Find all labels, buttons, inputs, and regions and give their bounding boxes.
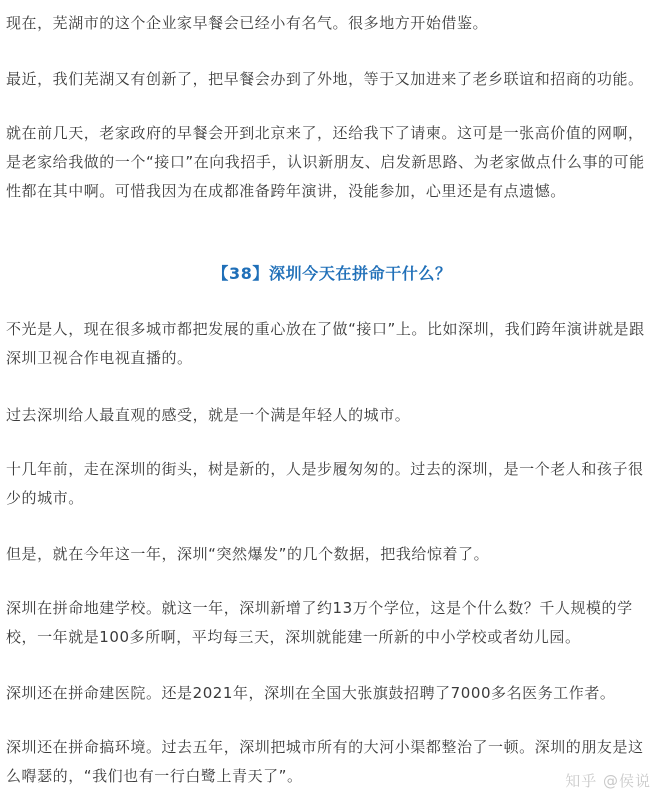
zhihu-watermark: 知乎 @侯说 — [565, 772, 651, 790]
paragraph-line: 十几年前，走在深圳的街头，树是新的，人是步履匆匆的。过去的深圳，是一个老人和孩子很 — [6, 460, 644, 478]
paragraph-line: 么嘚瑟的，“我们也有一行白鹭上青天了”。 — [6, 767, 303, 785]
paragraph — [6, 9, 658, 38]
paragraph-line: 过去深圳给人最直观的感受，就是一个满是年轻人的城市。 — [6, 406, 411, 424]
paragraph-line: 是老家给我做的一个“接口”在向我招手，认识新朋友、启发新思路、为老家做点什么事的可能 — [6, 153, 645, 171]
paragraph-line: 但是，就在今年这一年，深圳“突然爆发”的几个数据，把我给惊着了。 — [6, 545, 490, 563]
paragraph-line: 深圳还在拼命建医院。还是2021年，深圳在全国大张旗鼓招聘了7000多名医务工作者。 — [6, 684, 616, 702]
paragraph — [6, 65, 658, 94]
paragraph — [6, 594, 658, 652]
paragraph-line: 性都在其中啊。可惜我因为在成都准备跨年演讲，没能参加，心里还是有点遗憾。 — [6, 182, 566, 200]
paragraph — [6, 733, 658, 791]
paragraph-line: 深圳在拼命地建学校。就这一年，深圳新增了约13万个学位，这是个什么数？千人规模的学 — [6, 599, 633, 617]
section-heading: 【38】深圳今天在拼命干什么？ — [212, 264, 452, 283]
paragraph-line: 最近，我们芜湖又有创新了，把早餐会办到了外地，等于又加进来了老乡联谊和招商的功能。 — [6, 70, 644, 88]
paragraph — [6, 315, 658, 373]
paragraph — [6, 679, 658, 708]
paragraph — [6, 540, 658, 569]
paragraph-line: 深圳卫视合作电视直播的。 — [6, 349, 193, 367]
paragraph-line: 深圳还在拼命搞环境。过去五年，深圳把城市所有的大河小渠都整治了一顿。深圳的朋友是这 — [6, 738, 644, 756]
paragraph-line: 校，一年就是100多所啊，平均每三天，深圳就能建一所新的中小学校或者幼儿园。 — [6, 628, 581, 646]
paragraph-line: 少的城市。 — [6, 489, 84, 507]
paragraph — [6, 401, 658, 430]
paragraph-line: 就在前几天，老家政府的早餐会开到北京来了，还给我下了请柬。这可是一张高价值的网啊， — [6, 124, 644, 142]
paragraph-line: 不光是人，现在很多城市都把发展的重心放在了做“接口”上。比如深圳，我们跨年演讲就是跟 — [6, 320, 645, 338]
paragraph — [6, 119, 658, 206]
paragraph-line: 现在，芜湖市的这个企业家早餐会已经小有名气。很多地方开始借鉴。 — [6, 14, 489, 32]
paragraph — [6, 455, 658, 513]
